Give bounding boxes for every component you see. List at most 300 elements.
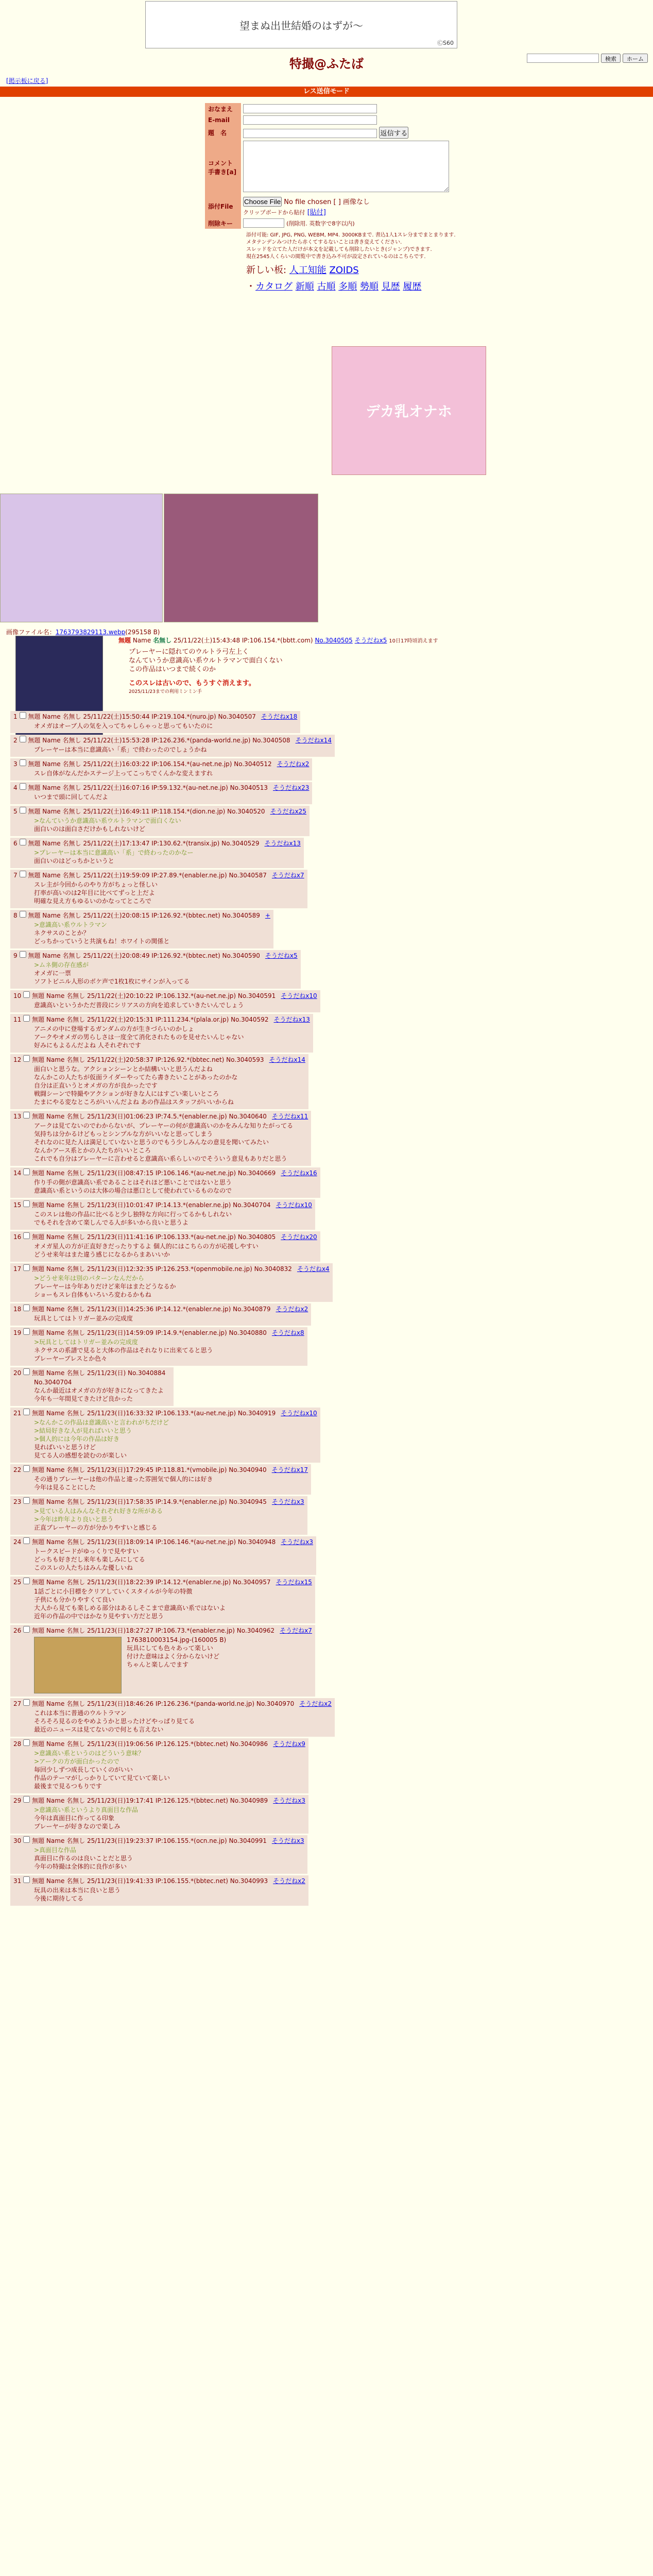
reply-form [205, 103, 456, 293]
soudane-link[interactable]: そうだねx10 [281, 1410, 317, 1417]
reply-line: プレーヤープレスとか色々 [34, 1355, 108, 1362]
reply-line: スレ主が今回からのやり方がちょっと怪しい [34, 881, 158, 888]
soudane-link[interactable]: そうだねx18 [261, 713, 298, 720]
reply-checkbox[interactable] [23, 991, 30, 998]
reply-number: 3 [13, 760, 18, 768]
reply-line: たまにやる変なところがいいんだよね あの作品はスタッフがいいからね [34, 1098, 234, 1106]
reply-number: 30 [13, 1837, 22, 1844]
reply-body [34, 1122, 308, 1163]
soudane-link[interactable]: そうだねx25 [270, 808, 306, 815]
reply-checkbox[interactable] [20, 736, 26, 742]
op-body [129, 648, 633, 697]
side-ad-text: デカ乳オナホ [366, 403, 452, 420]
op-date: 25/11/22(土)15:43:48 IP:106.154.*(bbtt.com) [173, 637, 313, 644]
reply-body [34, 1210, 312, 1227]
name-label: おなまえ [205, 103, 241, 114]
ad-mark: ⒸS60 [437, 40, 454, 46]
ad-image-left[interactable] [0, 494, 163, 622]
reply-header [13, 759, 309, 768]
reply-line: 玩具としてはトリガー並みの完成度 [34, 1315, 133, 1322]
side-ad[interactable] [332, 346, 486, 475]
file-link[interactable]: 1763793829113.webp [55, 629, 126, 636]
reply-checkbox[interactable] [20, 951, 26, 958]
reply-number: 29 [13, 1797, 22, 1804]
op-expiry: 10日17時頃消えます [389, 638, 438, 644]
reply-checkbox[interactable] [20, 759, 26, 766]
reply-header [13, 951, 298, 960]
reply-header [13, 1328, 304, 1337]
soudane-link[interactable]: そうだねx2 [299, 1700, 332, 1707]
reply-post [10, 735, 335, 757]
top-ad-banner[interactable] [145, 1, 457, 48]
delete-label: 削除キー [205, 217, 241, 229]
reply-post [10, 782, 312, 804]
reply-line: 好みにもよるんだよね 人それぞれです [34, 1042, 141, 1049]
reply-header [13, 1578, 312, 1586]
reply-line: これでも自分はブレーヤーに言わせると意識高い系らしいのでそういう意見もありだと思う [34, 1155, 287, 1162]
reply-post [10, 910, 273, 948]
soudane-link[interactable]: そうだねx2 [277, 760, 310, 768]
reply-body [34, 793, 309, 801]
reply-post [10, 1014, 313, 1053]
sort-link[interactable]: 見歴 [381, 281, 400, 292]
reply-checkbox[interactable] [23, 1739, 30, 1746]
search-input[interactable] [527, 54, 599, 63]
reply-number: 2 [13, 737, 18, 744]
reply-post [10, 1835, 307, 1874]
reply-line: 1話ごとに小目標をクリアしていくスタイルが今年の特徴 [34, 1588, 193, 1595]
reply-body [34, 817, 306, 833]
reply-line: 見ればいいと思うけど [34, 1444, 96, 1451]
reply-body [34, 1001, 317, 1009]
reply-checkbox[interactable] [23, 1264, 30, 1271]
reply-checkbox[interactable] [23, 1200, 30, 1207]
reply-header-text: 無題 Name 名無し 25/11/22(土)20:10:22 IP:106.132.*(au-net.ne.jp) No.3040591 [32, 992, 276, 999]
reply-post [10, 1263, 333, 1302]
sort-link[interactable]: 古順 [317, 281, 336, 292]
back-link[interactable] [6, 76, 48, 85]
soudane-link[interactable]: そうだねx10 [276, 1201, 312, 1209]
reply-checkbox[interactable] [23, 1497, 30, 1504]
reply-header-text: 無題 Name 名無し 25/11/22(土)16:03:22 IP:106.154.*(au-net.ne.jp) No.3040512 [28, 760, 272, 768]
reply-body [34, 1065, 305, 1106]
reply-body [34, 1274, 330, 1299]
reply-thumbnail[interactable] [34, 1637, 122, 1693]
reply-number: 26 [13, 1627, 22, 1634]
tag-link[interactable]: 人工知能 [289, 265, 326, 276]
reply-checkbox[interactable] [23, 1112, 30, 1118]
reply-number: 13 [13, 1113, 22, 1120]
op-expire-notice: このスレは古いので、もうすぐ消えます。 [129, 680, 255, 687]
reply-line: >意識高い系というのはどういう意味？ [34, 1750, 145, 1757]
handwrite-label[interactable]: 手書き[a] [208, 168, 237, 176]
sort-link[interactable]: 勢順 [359, 281, 379, 292]
reply-body [34, 849, 301, 865]
reply-line: >真面目な作品 [34, 1846, 77, 1854]
reply-line: ちゃんと楽しんでます [127, 1661, 189, 1668]
board-tags [205, 263, 456, 276]
catalog-link[interactable]: カタログ [255, 281, 293, 292]
reply-line: オメガ星人の方が正直好きだったりするよ 個人的にはこちらの方が応援しやすい [34, 1243, 259, 1250]
reply-checkbox[interactable] [23, 1409, 30, 1415]
reply-post [10, 1625, 315, 1697]
delete-key-field[interactable] [243, 218, 284, 228]
reply-line: 最近のニュースは見てないので何とも言えない [34, 1726, 164, 1733]
reply-line: 意識高いというかただ普段にシリアスの方向を追求していきたいんでしょう [34, 1002, 244, 1009]
reply-line: 作り手の側が意識高い系であることはそれほど悪いことではないと思う [34, 1179, 232, 1186]
reply-line: アークやオメガの男らしさは一度全て消化されたものを見せたいんじゃない [34, 1033, 244, 1041]
reply-line: このスレの人たちはみんな優しいね [34, 1564, 133, 1571]
op-line: なんていうか意識高い系ウルトラマンで面白くない [129, 657, 283, 665]
reply-header [13, 1368, 170, 1377]
note-item: 現在2545人くらいの閲覧中で書き込み不可が設定されているのはこちらです. [246, 254, 426, 260]
choose-file-button[interactable]: Choose File [244, 198, 281, 206]
reply-line: どっちも好きだし来年も楽しみにしてる [34, 1556, 145, 1563]
file-label: 添付File [205, 195, 241, 217]
reply-header [13, 807, 306, 816]
reply-post [10, 1577, 315, 1623]
reply-line: 正直ブレーヤーの方が分かりやすいと感じる [34, 1524, 158, 1531]
search-button[interactable]: 検索 [601, 54, 621, 63]
reply-line: 今年は真面目に作ってる印象 [34, 1815, 115, 1822]
reply-post [10, 1496, 307, 1535]
soudane-link[interactable]: そうだねx7 [271, 872, 304, 879]
soudane-link[interactable]: そうだねx3 [273, 1797, 305, 1804]
paste-link[interactable]: [貼付] [307, 209, 326, 216]
reply-line: プレーヤーが好きなので楽しみ [34, 1823, 121, 1830]
reply-checkbox[interactable] [20, 712, 26, 719]
reply-header [13, 1055, 305, 1064]
reply-checkbox[interactable] [20, 871, 26, 877]
reply-checkbox[interactable] [23, 1578, 30, 1584]
top-ad-text: 望まぬ出世結婚のはずが〜 [239, 19, 363, 32]
note-item: スレッドを立てた人だけが本文を記載しても削除したいとき(ジャンプ)できます. [246, 247, 432, 252]
reply-line: トークスピードがゆっくりで見やすい [34, 1548, 139, 1555]
reply-body [34, 1846, 304, 1871]
reply-checkbox[interactable] [23, 1055, 30, 1062]
op-header [118, 636, 633, 645]
reply-post [10, 1303, 311, 1326]
reply-post [10, 1199, 315, 1230]
file-size: (295158 B) [125, 629, 160, 636]
reply-line: そろそろ見るのをやめようかと思ったけどやっぱり見てる [34, 1718, 195, 1725]
soudane-link[interactable]: そうだねx4 [297, 1265, 330, 1273]
sort-link[interactable]: 履歴 [403, 281, 422, 292]
reply-number: 21 [13, 1410, 22, 1417]
reply-body [34, 880, 304, 905]
op-soudane[interactable]: そうだねx5 [354, 637, 387, 644]
reply-line: ソフトビニル人形のボケ声で1枚1枚にサインが入ってる [34, 978, 190, 985]
reply-line: 毎回少しずつ成長していくのがいい [34, 1766, 133, 1773]
reply-number: 16 [13, 1233, 22, 1241]
mode-bar: レス送信モード [0, 87, 653, 97]
reply-header [13, 1796, 305, 1805]
soudane-link[interactable]: そうだねx11 [271, 1113, 308, 1120]
reply-post [10, 1698, 335, 1737]
file-value: No file chosen [284, 198, 332, 206]
reply-header-text: 無題 Name 名無し 25/11/23(日)08:47:15 IP:106.146.*(au-net.ne.jp) No.3040669 [32, 1170, 276, 1177]
reply-header [13, 1409, 317, 1417]
reply-checkbox[interactable] [23, 1304, 30, 1311]
reply-line: オメガに一票 [34, 970, 71, 977]
reply-body [34, 1709, 332, 1734]
soudane-link[interactable]: そうだねx13 [264, 840, 301, 847]
reply-number: 6 [13, 840, 18, 847]
reply-post [10, 870, 307, 908]
comment-label-text: コメント [208, 160, 233, 167]
file-line [6, 628, 160, 636]
reply-number: 1 [13, 713, 18, 720]
soudane-link[interactable]: そうだねx16 [281, 1170, 317, 1177]
reply-post [10, 806, 310, 836]
reply-post [10, 990, 320, 1012]
soudane-link[interactable]: そうだねx17 [271, 1466, 308, 1473]
reply-number: 24 [13, 1538, 22, 1546]
note-item: 添付可能: GIF, JPG, PNG, WEBM, MP4. 3000KBまで. 書込1人1スレ分までまとまります. [246, 232, 456, 238]
soudane-link[interactable]: そうだねx3 [281, 1538, 314, 1546]
reply-header [13, 736, 332, 744]
sort-link[interactable]: 多順 [338, 281, 357, 292]
reply-number: 10 [13, 992, 22, 999]
reply-line: >なんていうか意識高い系ウルトラマンで面白くない [34, 817, 181, 824]
catalog-links: ・カタログ 新順 古順 多順 勢順 見歴 履歴 [246, 281, 422, 292]
reply-line: 1763810003154.jpg-(160005 B) [127, 1636, 227, 1643]
reply-number: 15 [13, 1201, 22, 1209]
reply-checkbox[interactable] [20, 839, 26, 845]
reply-line: なんか最近はオメガの方が好きになってきたよ [34, 1387, 164, 1394]
reply-post [10, 1875, 308, 1906]
reply-post [10, 1167, 320, 1198]
soudane-link[interactable]: そうだねx5 [265, 952, 298, 959]
reply-body [34, 1178, 317, 1195]
subject-field[interactable] [243, 129, 377, 138]
soudane-link[interactable]: そうだねx3 [271, 1837, 304, 1844]
reply-header-text: 無題 Name 名無し 25/11/23(日)19:06:56 IP:126.125.*(bbtec.net) No.3040986 [32, 1740, 268, 1748]
reply-post [10, 1367, 174, 1406]
reply-number: 27 [13, 1700, 22, 1707]
reply-body [34, 1507, 304, 1532]
reply-line: 面白いのはどっちかというと [34, 857, 114, 865]
reply-line: なんかアース系とかの人たちがいいところ [34, 1147, 151, 1154]
reply-header-text: 無題 Name 名無し 25/11/22(土)20:15:31 IP:111.234.*(plala.or.jp) No.3040592 [32, 1016, 269, 1023]
reply-post [10, 1795, 308, 1834]
reply-header [13, 1876, 305, 1885]
reply-line: 今年も一年間見てきたけど良かった [34, 1395, 133, 1402]
reply-line: 最後まで見るつもりです [34, 1783, 102, 1790]
reply-line: 近年の作品の中ではかなり見やすい方だと思う [34, 1613, 164, 1620]
reply-header-text: 無題 Name 名無し 25/11/23(日)11:41:16 IP:106.133.*(au-net.ne.jp) No.3040805 [32, 1233, 276, 1241]
reply-checkbox[interactable] [23, 1015, 30, 1022]
reply-checkbox[interactable] [23, 1699, 30, 1706]
reply-checkbox[interactable] [23, 1537, 30, 1544]
op-line: プレーヤーに隠れてのウルトラ弓左上く [129, 648, 249, 656]
reply-line: 今年は見ることにした [34, 1484, 96, 1491]
reply-header [13, 1264, 330, 1273]
reply-body [34, 1886, 305, 1903]
reply-header-text: 無題 Name 名無し 25/11/23(日)14:25:36 IP:14.12.*(enabler.ne.jp) No.3040879 [32, 1306, 271, 1313]
reply-number: 11 [13, 1016, 22, 1023]
reply-line: なんかこの人たちが仮面ライダーやってたら書きたいことがあったのかな [34, 1074, 238, 1081]
reply-checkbox[interactable] [20, 807, 26, 814]
reply-header-text: 無題 Name 名無し 25/11/22(土)20:58:37 IP:126.92.*(bbtec.net) No.3040593 [32, 1056, 264, 1063]
reply-header [13, 1112, 308, 1121]
reply-line: 作品のテーマがしっかりしていて見ていて楽しい [34, 1774, 170, 1782]
reply-list [10, 711, 643, 1907]
reply-line: どうせ来年はまた違う感じになるからまあいいか [34, 1251, 170, 1258]
reply-body [34, 1806, 305, 1831]
reply-line: プレーヤーは本当に意識高い「系」で終わったのでしょうかね [34, 746, 207, 753]
reply-post [10, 838, 304, 868]
reply-line: >今年は昨年より良いと思う [34, 1516, 114, 1523]
soudane-link[interactable]: そうだねx7 [280, 1627, 312, 1634]
tags-label: 新しい板: [246, 265, 287, 276]
reply-header-text: 無題 Name 名無し 25/11/23(日)18:46:26 IP:126.236.*(panda-world.ne.jp) No.3040970 [32, 1700, 295, 1707]
comment-label [205, 140, 241, 195]
subject-label: 題 名 [205, 126, 241, 140]
reply-header [13, 1015, 310, 1024]
reply-body [34, 769, 309, 777]
reply-header [13, 1304, 308, 1313]
soudane-link[interactable]: そうだねx23 [273, 784, 310, 791]
reply-header [13, 1626, 312, 1635]
submit-button[interactable]: 返信する [379, 127, 408, 139]
op-no[interactable]: No.3040505 [315, 637, 353, 644]
reply-header-text: 無題 Name 名無し 25/11/22(土)15:50:44 IP:219.104.*(nuro.jp) No.3040507 [28, 713, 256, 720]
soudane-link[interactable]: そうだねx2 [276, 1306, 308, 1313]
reply-line: どっちかっていうと共演もね！ホワイトの関係と [34, 938, 170, 945]
soudane-link[interactable]: そうだねx9 [273, 1740, 305, 1748]
reply-checkbox[interactable] [20, 911, 26, 918]
reply-line: 大人から見ても楽しめる部分はあるしそこまで意識高い系ではないよ [34, 1604, 226, 1612]
reply-post [10, 758, 312, 781]
reply-line: >個人的には今年の作品は好き [34, 1435, 120, 1443]
reply-header [13, 991, 317, 1000]
reply-line: >アークの方が面白かったので [34, 1758, 119, 1765]
reply-line: >意識高い系ウルトラマン [34, 921, 107, 928]
reply-line: 戦闘シーンで特撮やアクションが好きな人にはすごい楽しいところ [34, 1090, 219, 1097]
reply-number: 19 [13, 1329, 22, 1336]
reply-line: ネクサスの系譜で見ると大体の作品はそれなりに出来てると思う [34, 1347, 213, 1354]
reply-checkbox[interactable] [23, 1328, 30, 1335]
reply-number: 25 [13, 1579, 22, 1586]
op-name: 名無し [153, 637, 172, 644]
reply-number: 31 [13, 1877, 22, 1885]
reply-header-text: 無題 Name 名無し 25/11/23(日)18:22:39 IP:14.12.*(enabler.ne.jp) No.3040957 [32, 1579, 271, 1586]
reply-checkbox[interactable] [23, 1368, 30, 1375]
reply-number: 4 [13, 784, 18, 791]
reply-header-text: 無題 Name 名無し 25/11/23(日) No.3040884 [32, 1369, 166, 1377]
reply-line: スレ自体がなんだかステージ上ってこっちでくんかな変えますれ [34, 770, 213, 777]
reply-line: オメガはオーブ人の気を入ってちゃしらゃっと思ってもいたのに [34, 722, 213, 730]
home-button[interactable]: ホーム [623, 54, 648, 63]
reply-post [10, 950, 301, 989]
reply-header-text: 無題 Name 名無し 25/11/23(日)14:59:09 IP:14.9.*(enabler.ne.jp) No.3040880 [32, 1329, 267, 1336]
reply-line: 面白いのは面白さだけかもしれないけど [34, 825, 146, 833]
reply-checkbox[interactable] [23, 1465, 30, 1472]
reply-line: >見ている人はみんなそれぞれ好きな所がある [34, 1507, 163, 1515]
reply-checkbox[interactable] [20, 783, 26, 790]
soudane-link[interactable]: そうだねx3 [271, 1498, 304, 1505]
reply-line: No.3040704 [34, 1379, 72, 1386]
op-post [118, 636, 633, 697]
reply-header-text: 無題 Name 名無し 25/11/22(土)15:53:28 IP:126.236.*(panda-world.ne.jp) No.3040508 [28, 737, 290, 744]
reply-line: >ムネ側の存在感が [34, 961, 89, 969]
reply-body [34, 1749, 305, 1790]
reply-line: でもそれを含めて楽しんでる人が多いから良いと思うよ [34, 1219, 189, 1226]
reply-header [13, 1497, 304, 1506]
reply-line: >どうせ来年は別のパターンなんだから [34, 1275, 144, 1282]
reply-header-text: 無題 Name 名無し 25/11/22(土)19:59:09 IP:27.89.*(enabler.ne.jp) No.3040587 [28, 872, 267, 879]
soudane-link[interactable]: そうだねx20 [281, 1233, 317, 1241]
reply-line: 意識高い系というのは大体の場合は悪口として使われているものなので [34, 1187, 232, 1194]
reply-post [10, 1111, 311, 1166]
soudane-link[interactable]: そうだねx14 [295, 737, 332, 744]
reply-post [10, 1408, 320, 1463]
reply-body [34, 1242, 317, 1259]
reply-checkbox[interactable] [23, 1626, 30, 1633]
reply-number: 12 [13, 1056, 22, 1063]
sort-link[interactable]: 新順 [295, 281, 314, 292]
reply-line: 玩具にしても色々あって楽しい [127, 1645, 213, 1652]
reply-body [34, 1378, 170, 1403]
soudane-link[interactable]: そうだねx15 [276, 1579, 312, 1586]
reply-number: 7 [13, 872, 18, 879]
soudane-link[interactable]: そうだねx2 [273, 1877, 305, 1885]
reply-number: 22 [13, 1466, 22, 1473]
soudane-link[interactable]: そうだねx8 [271, 1329, 304, 1336]
note-item: メタテンデンみつけたら赤くてするないことは書き変えてください. [246, 240, 402, 245]
reply-checkbox[interactable] [23, 1168, 30, 1175]
reply-header-text: 無題 Name 名無し 25/11/22(土)16:07:16 IP:59.132.*(au-net.ne.jp) No.3040513 [28, 784, 268, 791]
reply-header-text: 無題 Name 名無し 25/11/23(日)01:06:23 IP:74.5.*(enabler.ne.jp) No.3040640 [32, 1113, 267, 1120]
reply-checkbox[interactable] [23, 1796, 30, 1803]
soudane-link[interactable]: そうだねx13 [273, 1016, 310, 1023]
reply-number: 5 [13, 808, 18, 815]
reply-body [34, 1587, 312, 1620]
reply-body [34, 1418, 317, 1460]
reply-post [10, 1536, 316, 1575]
reply-checkbox[interactable] [23, 1836, 30, 1843]
reply-body [34, 722, 297, 730]
reply-header [13, 871, 304, 879]
email-field[interactable] [243, 115, 377, 125]
ad-image-right[interactable] [164, 494, 318, 622]
reply-checkbox[interactable] [23, 1876, 30, 1883]
delete-hint: (削除用. 英数字で8字以内) [286, 220, 355, 227]
reply-body [34, 1475, 308, 1492]
reply-header [13, 1836, 304, 1845]
reply-header-text: 無題 Name 名無し 25/11/22(土)16:49:11 IP:118.154.*(dion.ne.jp) No.3040520 [28, 808, 265, 815]
reply-line: 自分は正直いうとオメガの方が良かったです [34, 1082, 158, 1089]
no-image-checkbox[interactable]: [ ] 画像なし [333, 198, 370, 206]
tag-link[interactable]: ZOIDS [329, 265, 359, 276]
name-field[interactable] [243, 104, 377, 113]
reply-header-text: 無題 Name 名無し 25/11/23(日)10:01:47 IP:14.13.*(enabler.ne.jp) No.3040704 [32, 1201, 271, 1209]
reply-header-text: 無題 Name 名無し 25/11/23(日)19:17:41 IP:126.125.*(bbtec.net) No.3040989 [32, 1797, 268, 1804]
reply-header [13, 1739, 305, 1748]
back-link-text[interactable]: [掲示板に戻る] [6, 77, 48, 84]
reply-line: >プレーヤーは本当に意識高い「系」で終わったのかなー [34, 849, 194, 856]
soudane-link[interactable]: + [265, 912, 270, 919]
reply-checkbox[interactable] [23, 1232, 30, 1239]
soudane-link[interactable]: そうだねx10 [281, 992, 317, 999]
reply-line: 気持ちは分かるけどもっとシンプルな方がいいなと思ってしまう [34, 1130, 213, 1138]
reply-line: これは本当に普通のウルトラマン [34, 1709, 127, 1717]
reply-header-text: 無題 Name 名無し 25/11/23(日)16:33:32 IP:106.133.*(au-net.ne.jp) No.3040919 [32, 1410, 276, 1417]
comment-field[interactable] [243, 141, 449, 192]
soudane-link[interactable]: そうだねx14 [269, 1056, 305, 1063]
reply-header-text: 無題 Name 名無し 25/11/23(日)19:41:33 IP:106.155.*(bbtec.net) No.3040993 [32, 1877, 268, 1885]
